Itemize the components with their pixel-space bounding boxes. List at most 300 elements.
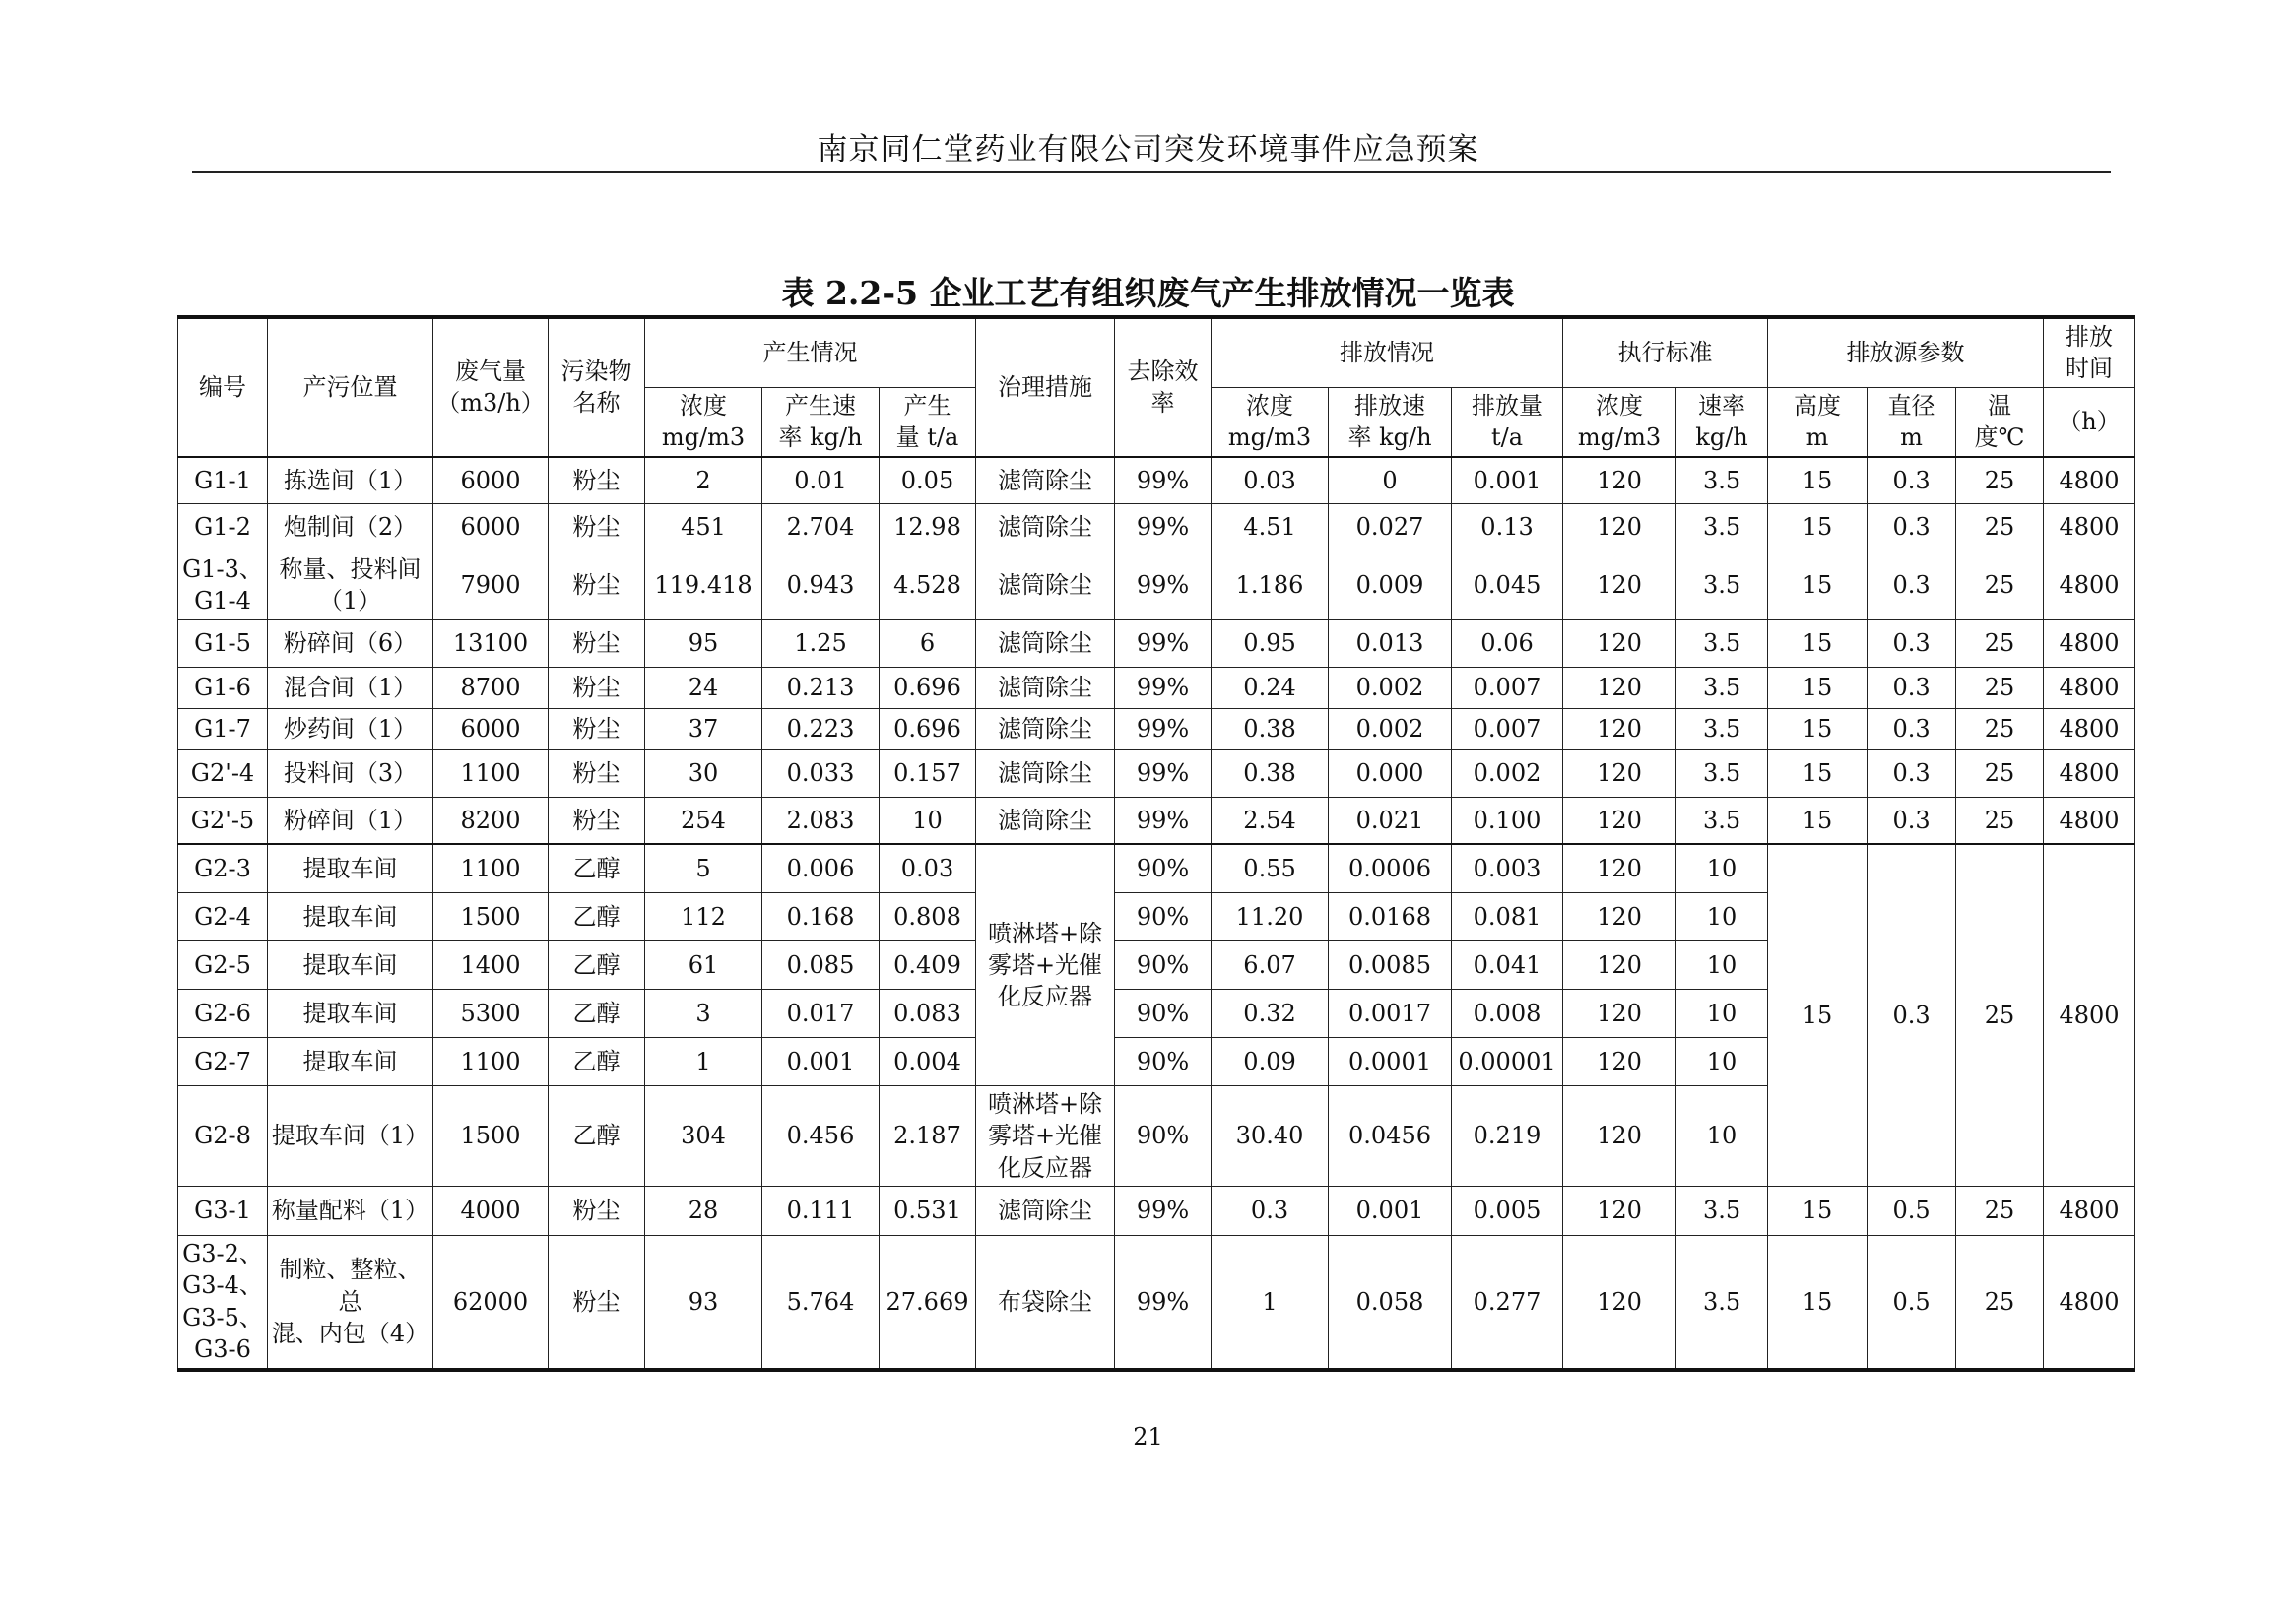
cell-pollutant: 粉尘 xyxy=(549,708,645,749)
cell-prod-amount: 0.157 xyxy=(880,749,976,797)
cell-std-conc: 120 xyxy=(1563,457,1676,504)
h-line: 产生速 xyxy=(785,391,856,420)
cell-id: G2-4 xyxy=(178,892,268,940)
cell-std-conc: 120 xyxy=(1563,1187,1676,1236)
h-line: 产生 xyxy=(903,391,951,420)
cell-emi-amount: 0.219 xyxy=(1452,1085,1563,1186)
table-row xyxy=(178,667,2135,708)
cell-line: G3-5、 xyxy=(182,1303,263,1331)
cell-pollutant: 粉尘 xyxy=(549,504,645,551)
cell-prod-conc: 1 xyxy=(645,1037,762,1085)
table-row xyxy=(178,1187,2135,1236)
cell-temp: 25 xyxy=(1956,797,2044,844)
cell-removal: 99% xyxy=(1115,619,1212,667)
h-line: 浓度 xyxy=(1596,391,1644,420)
cell-prod-rate: 2.083 xyxy=(762,797,880,844)
cell-prod-amount: 0.808 xyxy=(880,892,976,940)
cell-temp-merged: 25 xyxy=(1956,844,2044,1186)
h-line: 直径 xyxy=(1887,391,1935,420)
cell-prod-amount: 0.03 xyxy=(880,844,976,892)
cell-emi-amount: 0.045 xyxy=(1452,551,1563,620)
page-number: 21 xyxy=(1133,1423,1163,1451)
table-row xyxy=(178,749,2135,797)
cell-gas-volume: 8700 xyxy=(433,667,549,708)
cell-prod-conc: 93 xyxy=(645,1236,762,1370)
cell-pollutant: 乙醇 xyxy=(549,1085,645,1186)
cell-diameter: 0.3 xyxy=(1868,667,1956,708)
table-row xyxy=(178,797,2135,844)
cell-id: G1-5 xyxy=(178,619,268,667)
h-line: kg/h xyxy=(1695,423,1748,452)
cell-time: 4800 xyxy=(2044,457,2135,504)
cell-gas-volume: 7900 xyxy=(433,551,549,620)
cell-line: 制粒、整粒、总 xyxy=(279,1256,422,1316)
cell-removal: 99% xyxy=(1115,708,1212,749)
cell-prod-rate: 2.704 xyxy=(762,504,880,551)
cell-location: 提取车间（1） xyxy=(268,1085,433,1186)
cell-prod-conc: 254 xyxy=(645,797,762,844)
col-time-line2: 时间 xyxy=(2066,355,2114,383)
cell-prod-rate: 1.25 xyxy=(762,619,880,667)
cell-removal: 90% xyxy=(1115,844,1212,892)
cell-prod-amount: 0.004 xyxy=(880,1037,976,1085)
cell-pollutant: 乙醇 xyxy=(549,844,645,892)
h-line: m xyxy=(1900,423,1923,452)
cell-removal: 99% xyxy=(1115,1236,1212,1370)
cell-treatment-merged xyxy=(976,844,1115,1085)
cell-location: 混合间（1） xyxy=(268,667,433,708)
cell-gas-volume: 1100 xyxy=(433,844,549,892)
cell-location: 拣选间（1） xyxy=(268,457,433,504)
cell-pollutant: 乙醇 xyxy=(549,989,645,1037)
cell-emi-conc: 1.186 xyxy=(1212,551,1329,620)
col-prod-conc-header xyxy=(645,387,762,456)
cell-removal: 99% xyxy=(1115,749,1212,797)
cell-prod-conc: 2 xyxy=(645,457,762,504)
h-line: 温 xyxy=(1988,391,2012,420)
cell-pollutant: 粉尘 xyxy=(549,797,645,844)
cell-std-rate: 3.5 xyxy=(1676,797,1768,844)
h-line: 量 t/a xyxy=(895,423,959,452)
cell-prod-conc: 95 xyxy=(645,619,762,667)
cell-emi-amount: 0.007 xyxy=(1452,708,1563,749)
table-row xyxy=(178,504,2135,551)
cell-time-merged: 4800 xyxy=(2044,844,2135,1186)
cell-location: 称量配料（1） xyxy=(268,1187,433,1236)
cell-emi-amount: 0.081 xyxy=(1452,892,1563,940)
cell-location xyxy=(268,1236,433,1370)
h-line: 度℃ xyxy=(1974,423,2025,452)
cell-emi-rate: 0.000 xyxy=(1329,749,1452,797)
cell-line: 雾塔+光催 xyxy=(987,950,1103,979)
cell-id: G1-2 xyxy=(178,504,268,551)
cell-location: 提取车间 xyxy=(268,1037,433,1085)
cell-prod-conc: 30 xyxy=(645,749,762,797)
cell-prod-rate: 0.456 xyxy=(762,1085,880,1186)
cell-prod-conc: 28 xyxy=(645,1187,762,1236)
cell-line: G3-4、 xyxy=(182,1271,263,1300)
cell-prod-conc: 5 xyxy=(645,844,762,892)
cell-emi-conc: 2.54 xyxy=(1212,797,1329,844)
cell-gas-volume: 1500 xyxy=(433,1085,549,1186)
cell-line: 喷淋塔+除 xyxy=(987,1089,1103,1118)
cell-gas-volume: 8200 xyxy=(433,797,549,844)
cell-prod-conc: 61 xyxy=(645,940,762,989)
cell-treatment: 滤筒除尘 xyxy=(976,749,1115,797)
table-row xyxy=(178,551,2135,620)
col-treatment-header: 治理措施 xyxy=(976,317,1115,457)
cell-id: G2-5 xyxy=(178,940,268,989)
cell-line: 化反应器 xyxy=(998,1153,1093,1182)
cell-std-conc: 120 xyxy=(1563,989,1676,1037)
col-location-header: 产污位置 xyxy=(268,317,433,457)
cell-removal: 99% xyxy=(1115,667,1212,708)
cell-diameter: 0.3 xyxy=(1868,551,1956,620)
cell-gas-volume: 6000 xyxy=(433,457,549,504)
cell-emi-rate: 0.0456 xyxy=(1329,1085,1452,1186)
cell-pollutant: 乙醇 xyxy=(549,892,645,940)
cell-time: 4800 xyxy=(2044,619,2135,667)
cell-emi-rate: 0.058 xyxy=(1329,1236,1452,1370)
cell-time: 4800 xyxy=(2044,797,2135,844)
cell-prod-rate: 0.943 xyxy=(762,551,880,620)
cell-emi-amount: 0.06 xyxy=(1452,619,1563,667)
col-removal-header xyxy=(1115,317,1212,457)
cell-emi-conc: 0.3 xyxy=(1212,1187,1329,1236)
cell-line: 化反应器 xyxy=(998,983,1093,1011)
cell-std-rate: 3.5 xyxy=(1676,1187,1768,1236)
cell-treatment: 滤筒除尘 xyxy=(976,797,1115,844)
cell-removal: 90% xyxy=(1115,892,1212,940)
cell-treatment: 滤筒除尘 xyxy=(976,667,1115,708)
cell-std-rate: 10 xyxy=(1676,940,1768,989)
col-removal-line1: 去除效 xyxy=(1127,357,1199,385)
cell-std-rate: 3.5 xyxy=(1676,1236,1768,1370)
col-emi-conc-header xyxy=(1212,387,1329,456)
cell-emi-conc: 0.55 xyxy=(1212,844,1329,892)
h-line: mg/m3 xyxy=(1577,423,1662,452)
cell-std-rate: 3.5 xyxy=(1676,749,1768,797)
cell-gas-volume: 1100 xyxy=(433,749,549,797)
cell-emi-conc: 4.51 xyxy=(1212,504,1329,551)
cell-id: G2-7 xyxy=(178,1037,268,1085)
cell-time: 4800 xyxy=(2044,504,2135,551)
col-emission-header: 排放情况 xyxy=(1212,317,1563,387)
cell-removal: 99% xyxy=(1115,797,1212,844)
cell-height-merged: 15 xyxy=(1768,844,1868,1186)
cell-emi-conc: 30.40 xyxy=(1212,1085,1329,1186)
cell-gas-volume: 1500 xyxy=(433,892,549,940)
cell-treatment: 滤筒除尘 xyxy=(976,1187,1115,1236)
cell-diameter-merged: 0.3 xyxy=(1868,844,1956,1186)
col-pollutant-header xyxy=(549,317,645,457)
cell-line: G1-3、 xyxy=(182,555,263,584)
cell-prod-amount: 0.083 xyxy=(880,989,976,1037)
cell-pollutant: 粉尘 xyxy=(549,1187,645,1236)
cell-emi-rate: 0.009 xyxy=(1329,551,1452,620)
cell-emi-rate: 0.002 xyxy=(1329,667,1452,708)
cell-gas-volume: 6000 xyxy=(433,708,549,749)
cell-height: 15 xyxy=(1768,1187,1868,1236)
cell-emi-amount: 0.100 xyxy=(1452,797,1563,844)
cell-std-conc: 120 xyxy=(1563,1085,1676,1186)
col-temp-header xyxy=(1956,387,2044,456)
cell-diameter: 0.3 xyxy=(1868,708,1956,749)
cell-location: 粉碎间（1） xyxy=(268,797,433,844)
cell-removal: 99% xyxy=(1115,1187,1212,1236)
cell-pollutant: 粉尘 xyxy=(549,457,645,504)
cell-std-rate: 3.5 xyxy=(1676,504,1768,551)
cell-diameter: 0.3 xyxy=(1868,749,1956,797)
cell-emi-conc: 6.07 xyxy=(1212,940,1329,989)
cell-emi-amount: 0.002 xyxy=(1452,749,1563,797)
cell-std-rate: 10 xyxy=(1676,892,1768,940)
cell-id: G1-6 xyxy=(178,667,268,708)
cell-height: 15 xyxy=(1768,1236,1868,1370)
cell-id xyxy=(178,551,268,620)
h-line: 速率 xyxy=(1698,391,1746,420)
cell-height: 15 xyxy=(1768,797,1868,844)
cell-prod-rate: 0.006 xyxy=(762,844,880,892)
emissions-table xyxy=(177,315,2135,1372)
col-diameter-header xyxy=(1868,387,1956,456)
h-line: mg/m3 xyxy=(1227,423,1312,452)
cell-std-conc: 120 xyxy=(1563,844,1676,892)
cell-std-rate: 3.5 xyxy=(1676,457,1768,504)
cell-removal: 90% xyxy=(1115,1085,1212,1186)
cell-prod-amount: 12.98 xyxy=(880,504,976,551)
cell-prod-rate: 0.085 xyxy=(762,940,880,989)
table-row xyxy=(178,708,2135,749)
cell-removal: 99% xyxy=(1115,504,1212,551)
cell-emi-rate: 0.0085 xyxy=(1329,940,1452,989)
cell-location: 提取车间 xyxy=(268,844,433,892)
col-emi-rate-header xyxy=(1329,387,1452,456)
cell-removal: 99% xyxy=(1115,551,1212,620)
cell-emi-conc: 0.38 xyxy=(1212,708,1329,749)
cell-emi-amount: 0.005 xyxy=(1452,1187,1563,1236)
cell-temp: 25 xyxy=(1956,749,2044,797)
cell-prod-conc: 24 xyxy=(645,667,762,708)
header-rule xyxy=(192,171,2111,173)
cell-std-rate: 10 xyxy=(1676,1085,1768,1186)
table-row xyxy=(178,844,2135,892)
cell-prod-amount: 0.531 xyxy=(880,1187,976,1236)
cell-height: 15 xyxy=(1768,551,1868,620)
h-line: 高度 xyxy=(1794,391,1842,420)
cell-emi-amount: 0.13 xyxy=(1452,504,1563,551)
cell-treatment: 布袋除尘 xyxy=(976,1236,1115,1370)
cell-prod-amount: 0.696 xyxy=(880,667,976,708)
cell-pollutant: 乙醇 xyxy=(549,1037,645,1085)
cell-prod-amount: 4.528 xyxy=(880,551,976,620)
cell-emi-rate: 0.0168 xyxy=(1329,892,1452,940)
cell-std-rate: 3.5 xyxy=(1676,619,1768,667)
cell-prod-rate: 0.111 xyxy=(762,1187,880,1236)
cell-std-conc: 120 xyxy=(1563,892,1676,940)
cell-treatment: 滤筒除尘 xyxy=(976,457,1115,504)
col-prod-rate-header xyxy=(762,387,880,456)
cell-emi-conc: 0.32 xyxy=(1212,989,1329,1037)
cell-prod-amount: 10 xyxy=(880,797,976,844)
cell-emi-amount: 0.001 xyxy=(1452,457,1563,504)
cell-time: 4800 xyxy=(2044,1236,2135,1370)
col-production-header: 产生情况 xyxy=(645,317,976,387)
cell-removal: 90% xyxy=(1115,940,1212,989)
cell-std-conc: 120 xyxy=(1563,708,1676,749)
cell-diameter: 0.5 xyxy=(1868,1236,1956,1370)
table-caption: 表 2.2-5 企业工艺有组织废气产生排放情况一览表 xyxy=(781,274,1515,312)
cell-std-rate: 10 xyxy=(1676,844,1768,892)
cell-height: 15 xyxy=(1768,504,1868,551)
cell-removal: 99% xyxy=(1115,457,1212,504)
col-removal-line2: 率 xyxy=(1150,389,1175,418)
cell-prod-amount: 2.187 xyxy=(880,1085,976,1186)
col-pollutant-line2: 名称 xyxy=(572,389,621,418)
cell-prod-conc: 451 xyxy=(645,504,762,551)
cell-location: 炒药间（1） xyxy=(268,708,433,749)
cell-prod-rate: 0.033 xyxy=(762,749,880,797)
cell-emi-amount: 0.277 xyxy=(1452,1236,1563,1370)
cell-pollutant: 粉尘 xyxy=(549,551,645,620)
cell-treatment xyxy=(976,1085,1115,1186)
col-height-header xyxy=(1768,387,1868,456)
cell-gas-volume: 13100 xyxy=(433,619,549,667)
cell-diameter: 0.3 xyxy=(1868,619,1956,667)
cell-prod-amount: 27.669 xyxy=(880,1236,976,1370)
cell-location: 提取车间 xyxy=(268,989,433,1037)
cell-gas-volume: 1100 xyxy=(433,1037,549,1085)
cell-prod-amount: 0.409 xyxy=(880,940,976,989)
cell-prod-amount: 6 xyxy=(880,619,976,667)
table-row xyxy=(178,619,2135,667)
cell-pollutant: 粉尘 xyxy=(549,667,645,708)
cell-emi-rate: 0.001 xyxy=(1329,1187,1452,1236)
col-emi-amount-header xyxy=(1452,387,1563,456)
cell-line: 称量、投料间 xyxy=(279,555,422,584)
cell-prod-rate: 0.168 xyxy=(762,892,880,940)
cell-id: G1-7 xyxy=(178,708,268,749)
cell-time: 4800 xyxy=(2044,1187,2135,1236)
cell-gas-volume: 62000 xyxy=(433,1236,549,1370)
cell-emi-rate: 0.0006 xyxy=(1329,844,1452,892)
cell-emi-conc: 1 xyxy=(1212,1236,1329,1370)
cell-emi-conc: 0.09 xyxy=(1212,1037,1329,1085)
cell-prod-amount: 0.05 xyxy=(880,457,976,504)
cell-prod-conc: 37 xyxy=(645,708,762,749)
cell-std-rate: 10 xyxy=(1676,1037,1768,1085)
cell-temp: 25 xyxy=(1956,708,2044,749)
col-time-header xyxy=(2044,317,2135,387)
cell-emi-conc: 0.38 xyxy=(1212,749,1329,797)
cell-diameter: 0.3 xyxy=(1868,457,1956,504)
h-line: 浓度 xyxy=(1246,391,1294,420)
cell-location xyxy=(268,551,433,620)
cell-gas-volume: 6000 xyxy=(433,504,549,551)
cell-prod-amount: 0.696 xyxy=(880,708,976,749)
cell-location: 提取车间 xyxy=(268,940,433,989)
cell-emi-amount: 0.007 xyxy=(1452,667,1563,708)
cell-emi-conc: 0.95 xyxy=(1212,619,1329,667)
cell-height: 15 xyxy=(1768,619,1868,667)
col-id-header: 编号 xyxy=(178,317,268,457)
cell-emi-rate: 0.002 xyxy=(1329,708,1452,749)
col-time-line1: 排放 xyxy=(2066,323,2114,351)
cell-line: G1-4 xyxy=(194,587,251,616)
cell-time: 4800 xyxy=(2044,551,2135,620)
cell-temp: 25 xyxy=(1956,1187,2044,1236)
cell-id: G2-6 xyxy=(178,989,268,1037)
document-header-title: 南京同仁堂药业有限公司突发环境事件应急预案 xyxy=(817,132,1479,167)
cell-emi-rate: 0.027 xyxy=(1329,504,1452,551)
cell-prod-conc: 3 xyxy=(645,989,762,1037)
cell-line: 喷淋塔+除 xyxy=(987,919,1103,947)
cell-emi-rate: 0 xyxy=(1329,457,1452,504)
col-prod-amount-header xyxy=(880,387,976,456)
cell-location: 炮制间（2） xyxy=(268,504,433,551)
cell-temp: 25 xyxy=(1956,667,2044,708)
cell-diameter: 0.3 xyxy=(1868,504,1956,551)
cell-id: G2'-4 xyxy=(178,749,268,797)
cell-time: 4800 xyxy=(2044,708,2135,749)
cell-removal: 90% xyxy=(1115,1037,1212,1085)
h-line: t/a xyxy=(1491,423,1524,452)
col-time-unit-header: （h） xyxy=(2044,387,2135,456)
cell-prod-conc: 112 xyxy=(645,892,762,940)
h-line: 率 kg/h xyxy=(778,423,863,452)
cell-id: G1-1 xyxy=(178,457,268,504)
cell-std-conc: 120 xyxy=(1563,504,1676,551)
cell-emi-rate: 0.013 xyxy=(1329,619,1452,667)
cell-location: 投料间（3） xyxy=(268,749,433,797)
cell-treatment: 滤筒除尘 xyxy=(976,619,1115,667)
cell-prod-rate: 0.213 xyxy=(762,667,880,708)
cell-emi-conc: 0.24 xyxy=(1212,667,1329,708)
col-standard-header: 执行标准 xyxy=(1563,317,1768,387)
cell-gas-volume: 5300 xyxy=(433,989,549,1037)
cell-emi-rate: 0.0017 xyxy=(1329,989,1452,1037)
cell-emi-conc: 11.20 xyxy=(1212,892,1329,940)
col-pollutant-line1: 污染物 xyxy=(560,357,632,385)
col-gas-volume-header xyxy=(433,317,549,457)
cell-emi-conc: 0.03 xyxy=(1212,457,1329,504)
col-source-params-header: 排放源参数 xyxy=(1768,317,2044,387)
h-line: m xyxy=(1805,423,1829,452)
cell-std-conc: 120 xyxy=(1563,667,1676,708)
cell-time: 4800 xyxy=(2044,667,2135,708)
cell-std-rate: 3.5 xyxy=(1676,708,1768,749)
cell-temp: 25 xyxy=(1956,1236,2044,1370)
cell-prod-rate: 0.223 xyxy=(762,708,880,749)
h-line: mg/m3 xyxy=(661,423,746,452)
cell-location: 粉碎间（6） xyxy=(268,619,433,667)
cell-temp: 25 xyxy=(1956,504,2044,551)
cell-prod-rate: 0.01 xyxy=(762,457,880,504)
cell-height: 15 xyxy=(1768,749,1868,797)
h-line: 排放量 xyxy=(1472,391,1543,420)
cell-line: G3-6 xyxy=(194,1335,251,1364)
cell-diameter: 0.5 xyxy=(1868,1187,1956,1236)
cell-std-conc: 120 xyxy=(1563,940,1676,989)
h-line: 浓度 xyxy=(680,391,727,420)
cell-id: G2'-5 xyxy=(178,797,268,844)
cell-std-conc: 120 xyxy=(1563,619,1676,667)
cell-height: 15 xyxy=(1768,667,1868,708)
cell-diameter: 0.3 xyxy=(1868,797,1956,844)
cell-std-rate: 10 xyxy=(1676,989,1768,1037)
cell-emi-amount: 0.041 xyxy=(1452,940,1563,989)
cell-pollutant: 乙醇 xyxy=(549,940,645,989)
